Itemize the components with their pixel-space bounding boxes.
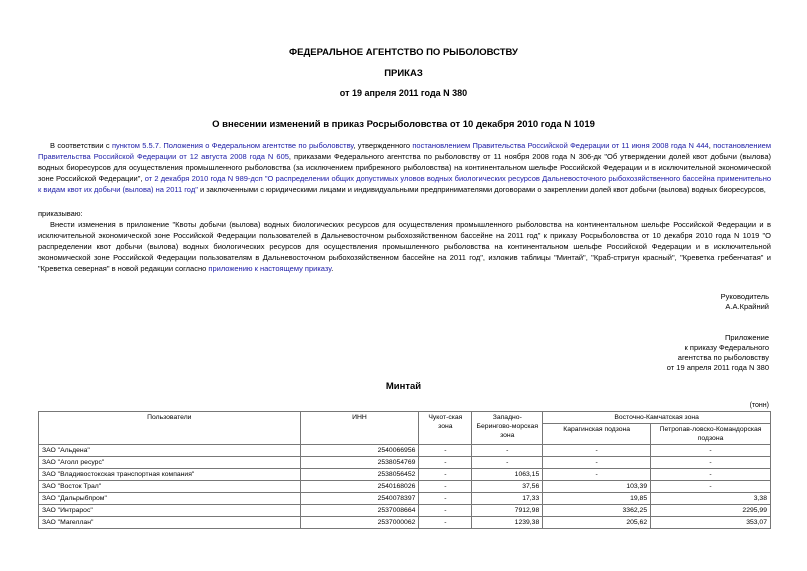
cell-petro: -	[651, 481, 771, 493]
cell-karag: -	[543, 457, 651, 469]
doc-date: от 19 апреля 2011 года N 380	[339, 88, 468, 98]
signature-title: Руководитель	[720, 292, 769, 301]
cell-chukot: -	[419, 517, 472, 529]
cell-user: ЗАО "Аголл ресурс"	[39, 457, 301, 469]
cell-user: ЗАО "Интрарос"	[39, 505, 301, 517]
table-row	[39, 469, 771, 481]
cell-user: ЗАО "Магеллан"	[39, 517, 301, 529]
header-users: Пользователи	[39, 412, 301, 445]
table-row	[39, 481, 771, 493]
cell-inn: 2537008664	[300, 505, 419, 517]
cell-inn: 2540168026	[300, 481, 419, 493]
cell-chukot: -	[419, 505, 472, 517]
table-row	[39, 517, 771, 529]
cell-petro: 3,38	[651, 493, 771, 505]
cell-karag: -	[543, 469, 651, 481]
cell-inn: 2540078397	[300, 493, 419, 505]
link-resolution-605[interactable]: постановлением Правительства Российской Федерации от 12 августа 2008 года N 605	[38, 141, 771, 161]
cell-chukot: -	[419, 481, 472, 493]
cell-inn: 2537000062	[300, 517, 419, 529]
cell-inn: 2538056452	[300, 469, 419, 481]
cell-inn: 2538054769	[300, 457, 419, 469]
cell-karag: 19,85	[543, 493, 651, 505]
cell-petro: -	[651, 469, 771, 481]
cell-inn: 2540066956	[300, 445, 419, 457]
table-title: Минтай	[385, 381, 422, 392]
link-order-989[interactable]: от 2 декабря 2010 года N 989-дсп "О распределении общих допустимых уловов водных биологических ресурсов Дальневосточного рыбохозяйственного бассейна применительно к видам квот их добычи (вылова) на 2011 год"	[38, 174, 772, 194]
header-east: Восточно-Камчатская зона	[543, 412, 771, 424]
cell-user: ЗАО "Владивостокская транспортная компания"	[39, 469, 301, 481]
body-paragraph: Внести изменения в приложение "Квоты добычи (вылова) водных биологических ресурсов для осуществления промышленного рыболовства на континентальном шельфе Российской Федерации и в исключительной экономической зоне Российской Федерации пользователей в Дальневосточном рыбохозяйственном бассейне на 2011 год" к приказу Росрыболовства от 10 декабря 2010 года N 1019 "О распределении квот добычи (вылова) водных биологических ресурсов для осуществления промышленного рыболовства на континентальном шельфе Российской Федерации и в исключительной экономической зоне Российской Федерации пользователям в Дальневосточном рыбохозяйственном бассейне на 2011 год", изложив таблицы "Минтай", "Краб-стригун красный", "Креветка гребенчатая" и "Креветка северная" в новой редакции согласно приложению к настоящему приказу.	[38, 220, 771, 273]
cell-petro: -	[651, 445, 771, 457]
cell-user: ЗАО "Альдена"	[39, 445, 301, 457]
link-resolution-444[interactable]: постановлением Правительства Российской Федерации от 11 июня 2008 года N 444	[412, 141, 709, 150]
appendix-line: к приказу Федерального	[684, 343, 769, 352]
appendix-block	[667, 333, 769, 373]
cell-west: 7912,98	[472, 505, 543, 517]
doc-type: ПРИКАЗ	[384, 68, 423, 79]
header-karag: Карагинская подзона	[543, 424, 651, 445]
table-row	[39, 493, 771, 505]
cell-chukot: -	[419, 445, 472, 457]
cell-chukot: -	[419, 469, 472, 481]
table-row	[39, 505, 771, 517]
signature-block	[721, 292, 769, 312]
link-regulation[interactable]: пунктом 5.5.7. Положения о Федеральном агентстве по рыболовству	[111, 141, 354, 150]
signature-name: А.А.Крайний	[725, 302, 769, 311]
cell-west: 37,56	[472, 481, 543, 493]
table-row	[39, 457, 771, 469]
cell-user: ЗАО "Восток Трал"	[39, 481, 301, 493]
link-appendix[interactable]: приложению к настоящему приказу	[208, 264, 332, 273]
cell-karag: 103,39	[543, 481, 651, 493]
cell-west: 1239,38	[472, 517, 543, 529]
header-inn: ИНН	[300, 412, 419, 445]
cell-west: 17,33	[472, 493, 543, 505]
cell-petro: 353,07	[651, 517, 771, 529]
cell-user: ЗАО "Дальрыбпром"	[39, 493, 301, 505]
appendix-line: от 19 апреля 2011 года N 380	[666, 363, 769, 372]
cell-chukot: -	[419, 493, 472, 505]
header-petro: Петропав-ловско-Командорская подзона	[651, 424, 771, 445]
doc-subject: О внесении изменений в приказ Росрыболовства от 10 декабря 2010 года N 1019	[212, 119, 595, 130]
appendix-line: Приложение	[725, 333, 769, 342]
cell-petro: -	[651, 457, 771, 469]
cell-west: 1063,15	[472, 469, 543, 481]
table-row	[39, 445, 771, 457]
cell-west: -	[472, 445, 543, 457]
preamble-paragraph: В соответствии с пунктом 5.5.7. Положения о Федеральном агентстве по рыболовству, утвержденного постановлением Правительства Российской Федерации от 11 июня 2008 года N 444, постановлением Правительства Российской Федерации от 12 августа 2008 года N 605, приказами Федерального агентства по рыболовству от 11 ноября 2008 года N 306-дк "Об утверждении долей квот добычи (вылова) водных биоресурсов для осуществления промышленного рыболовства (за исключением прибрежного рыболовства) на континентальном шельфе Российской Федерации и в исключительной экономической зоне Российской Федерации", от 2 декабря 2010 года N 989-дсп "О распределении общих допустимых уловов водных биологических ресурсов Дальневосточного рыбохозяйственного бассейна применительно к видам квот их добычи (вылова) на 2011 год" и заключенными с юридическими лицами и индивидуальными предпринимателями договорами о закреплении долей квот добычи (вылова) водных биоресурсов,	[38, 141, 772, 194]
order-word: приказываю:	[38, 209, 83, 218]
header-chukot: Чукот-ская зона	[419, 412, 472, 445]
cell-west: -	[472, 457, 543, 469]
agency-title: ФЕДЕРАЛЬНОЕ АГЕНТСТВО ПО РЫБОЛОВСТВУ	[289, 47, 518, 58]
cell-petro: 2295,99	[651, 505, 771, 517]
cell-karag: -	[543, 445, 651, 457]
header-west: Западно-Берингово-морская зона	[472, 412, 543, 445]
cell-karag: 205,62	[543, 517, 651, 529]
appendix-line: агентства по рыболовству	[677, 353, 769, 362]
table-unit: (тонн)	[749, 402, 769, 409]
quota-table	[38, 411, 771, 529]
cell-karag: 3362,25	[543, 505, 651, 517]
cell-chukot: -	[419, 457, 472, 469]
